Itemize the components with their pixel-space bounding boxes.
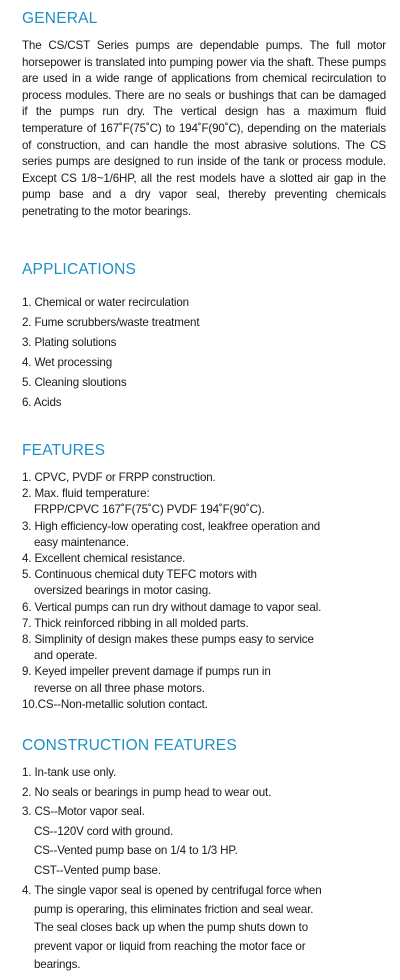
features-item-text: 8. Simplinity of design makes these pumps easy to service: [22, 633, 314, 647]
features-item-subline: reverse on all three phase motors.: [34, 681, 205, 695]
construction-heading: CONSTRUCTION FEATURES: [22, 737, 237, 754]
construction-item: [22, 763, 386, 783]
general-paragraph: The CS/CST Series pumps are dependable pumps. The full motor horsepower is translated into pumping power via the shaft. These pumps are used in a wide range of applications from chemical recirculation to process modules. There are no seals or bushings that can be damaged if the pumps run dry. The vertical design has a maximum fluid temperature of 167˚F(75˚C) to 194˚F(90˚C), depending on the materials of construction, and can handle the most abrasive solutions. The CS series pumps are designed to run inside of the tank or process module. Except CS 1/8~1/6HP, all the rest models have a slotted air gap in the pump base and a dry vapor seal, thereby preventing chemicals penetrating to the motor bearings.: [22, 39, 386, 218]
features-item-text: 1. CPVC, PVDF or FRPP construction.: [22, 471, 216, 484]
construction-item-text: 2. No seals or bearings in pump head to wear out.: [22, 785, 272, 799]
features-list: [22, 470, 386, 713]
construction-item-subline: The seal closes back up when the pump shuts down to: [34, 921, 308, 934]
features-item-text: 6. Vertical pumps can run dry without damage to vapor seal.: [22, 600, 322, 614]
construction-item-subline: CS--120V cord with ground.: [34, 824, 174, 838]
features-item-subline: and operate.: [34, 649, 98, 663]
features-item-text: 4. Excellent chemical resistance.: [22, 552, 186, 566]
construction-item-text: 3. CS--Motor vapor seal.: [22, 805, 145, 818]
applications-section: [22, 261, 386, 413]
applications-item: 3. Plating solutions: [22, 336, 117, 349]
features-item: [22, 664, 386, 696]
features-item: [22, 697, 386, 713]
features-item: [22, 600, 386, 616]
construction-item-text: 4. The single vapor seal is opened by centrifugal force when: [22, 884, 322, 897]
features-item-text: 5. Continuous chemical duty TEFC motors with: [22, 568, 257, 582]
applications-item: 6. Acids: [22, 396, 62, 409]
applications-heading: APPLICATIONS: [22, 261, 137, 278]
construction-item-subline: bearings.: [34, 958, 81, 971]
general-section: [22, 10, 386, 221]
applications-item: 2. Fume scrubbers/waste treatment: [22, 316, 200, 329]
features-section: [22, 442, 386, 713]
applications-item: 1. Chemical or water recirculation: [22, 296, 189, 309]
construction-item: [22, 882, 386, 975]
construction-item: [22, 783, 386, 803]
applications-item: 5. Cleaning sloutions: [22, 376, 127, 389]
features-item-subline: easy maintenance.: [34, 535, 129, 549]
features-item: [22, 470, 386, 486]
features-item: [22, 567, 386, 599]
features-item: [22, 616, 386, 632]
features-item-text: 10.CS--Non-metallic solution contact.: [22, 697, 208, 711]
construction-item: [22, 802, 386, 880]
construction-item-subline: prevent vapor or liquid from reaching the motor face or: [34, 939, 306, 953]
features-item-text: 7. Thick reinforced ribbing in all molded parts.: [22, 616, 249, 630]
features-heading: FEATURES: [22, 442, 106, 459]
construction-item-subline: CST--Vented pump base.: [34, 863, 161, 877]
construction-item-subline: pump is operaring, this eliminates friction and seal wear.: [34, 902, 314, 916]
construction-section: [22, 737, 386, 975]
features-item-subline: FRPP/CPVC 167˚F(75˚C) PVDF 194˚F(90˚C).: [34, 503, 265, 517]
construction-item-subline: CS--Vented pump base on 1/4 to 1/3 HP.: [34, 844, 238, 857]
construction-list: [22, 763, 386, 975]
construction-item-text: 1. In-tank use only.: [22, 766, 117, 779]
applications-list: [22, 293, 386, 413]
general-heading: GENERAL: [22, 10, 98, 27]
features-item-text: 9. Keyed impeller prevent damage if pumps run in: [22, 665, 271, 679]
applications-item: 4. Wet processing: [22, 356, 113, 369]
features-item-subline: oversized bearings in motor casing.: [34, 584, 212, 598]
features-item: [22, 632, 386, 664]
features-item: [22, 551, 386, 567]
features-item-text: 3. High efficiency-low operating cost, leakfree operation and: [22, 519, 321, 533]
features-item-text: 2. Max. fluid temperature:: [22, 487, 150, 501]
features-item: [22, 486, 386, 518]
features-item: [22, 519, 386, 551]
